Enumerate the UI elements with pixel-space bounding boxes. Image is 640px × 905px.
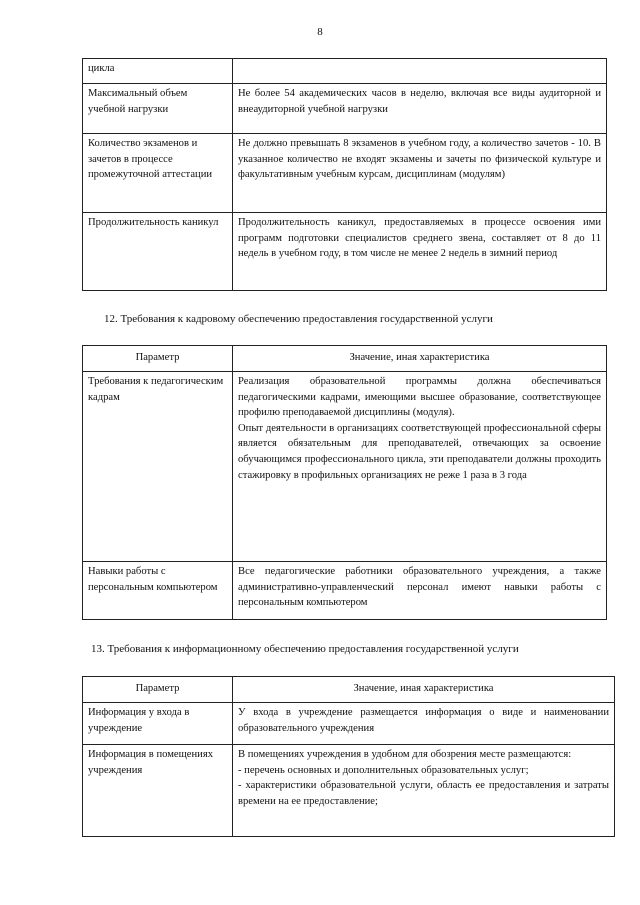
staffing-table: [82, 345, 607, 620]
column-header-param: Параметр: [83, 677, 233, 703]
table-row: [83, 562, 607, 620]
table-row: [83, 84, 607, 134]
value-cell: [233, 745, 615, 837]
information-table: [82, 676, 615, 837]
param-cell: цикла: [83, 59, 233, 84]
page-number: 8: [317, 26, 323, 38]
table-header-row: [83, 677, 615, 703]
table-row: [83, 372, 607, 562]
table-row: [83, 213, 607, 291]
value-paragraph: - характеристики образовательной услуги, область ее предоставления и затраты времени на ее предоставление;: [238, 780, 609, 807]
value-cell: Не должно превышать 8 экзаменов в учебном году, а количество зачетов - 10. В указанное количество не входят экзамены и зачеты по физической культуре и факультативным учебным курсам, дисциплинам (модулям): [233, 134, 607, 213]
table-row: [83, 59, 607, 84]
value-cell: Все педагогические работники образовательного учреждения, а также административно-управленческий персонал имеют навыки работы с персональным компьютером: [233, 562, 607, 620]
value-paragraph: Реализация образовательной программы должна обеспечиваться педагогическими кадрами, имеющими высшее образование, соответствующее профилю преподаваемой дисциплины (модуля).: [238, 376, 601, 419]
table-row: [83, 134, 607, 213]
table-row: [83, 745, 615, 837]
value-cell: [233, 372, 607, 562]
value-cell: У входа в учреждение размещается информация о виде и наименовании образовательного учреждения: [233, 703, 615, 745]
section-13-title: 13. Требования к информационному обеспечению предоставления государственной услуги: [91, 643, 519, 655]
param-cell: Информация в помещениях учреждения: [83, 745, 233, 837]
param-cell: Информация у входа в учреждение: [83, 703, 233, 745]
value-paragraph: Опыт деятельности в организациях соответствующей профессиональной сферы является обязательным для преподавателей, отвечающих за освоение обучающимся профессионального цикла, эти преподаватели должны проходить стажировку в профильных организациях не реже 1 раза в 3 года: [238, 422, 601, 481]
value-cell: Продолжительность каникул, предоставляемых в процессе освоения ими программ подготовки специалистов среднего звена, составляет от 8 до 11 недель в учебном году, в том числе не менее 2 недель в зимний период: [233, 213, 607, 291]
column-header-value: Значение, иная характеристика: [233, 677, 615, 703]
value-paragraph: В помещениях учреждения в удобном для обозрения месте размещаются:: [238, 749, 572, 760]
column-header-param: Параметр: [83, 346, 233, 372]
section-12-title: 12. Требования к кадровому обеспечению предоставления государственной услуги: [104, 313, 493, 325]
table-row: [83, 703, 615, 745]
study-load-table: [82, 58, 607, 291]
value-paragraph: - перечень основных и дополнительных образовательных услуг;: [238, 764, 529, 776]
value-cell: [233, 59, 607, 84]
param-cell: Количество экзаменов и зачетов в процессе промежуточной аттестации: [83, 134, 233, 213]
param-cell: Максимальный объем учебной нагрузки: [83, 84, 233, 134]
param-cell: Продолжительность каникул: [83, 213, 233, 291]
value-cell: Не более 54 академических часов в неделю, включая все виды аудиторной и внеаудиторной учебной нагрузки: [233, 84, 607, 134]
param-cell: Навыки работы с персональным компьютером: [83, 562, 233, 620]
column-header-value: Значение, иная характеристика: [233, 346, 607, 372]
table-header-row: [83, 346, 607, 372]
param-cell: Требования к педагогическим кадрам: [83, 372, 233, 562]
